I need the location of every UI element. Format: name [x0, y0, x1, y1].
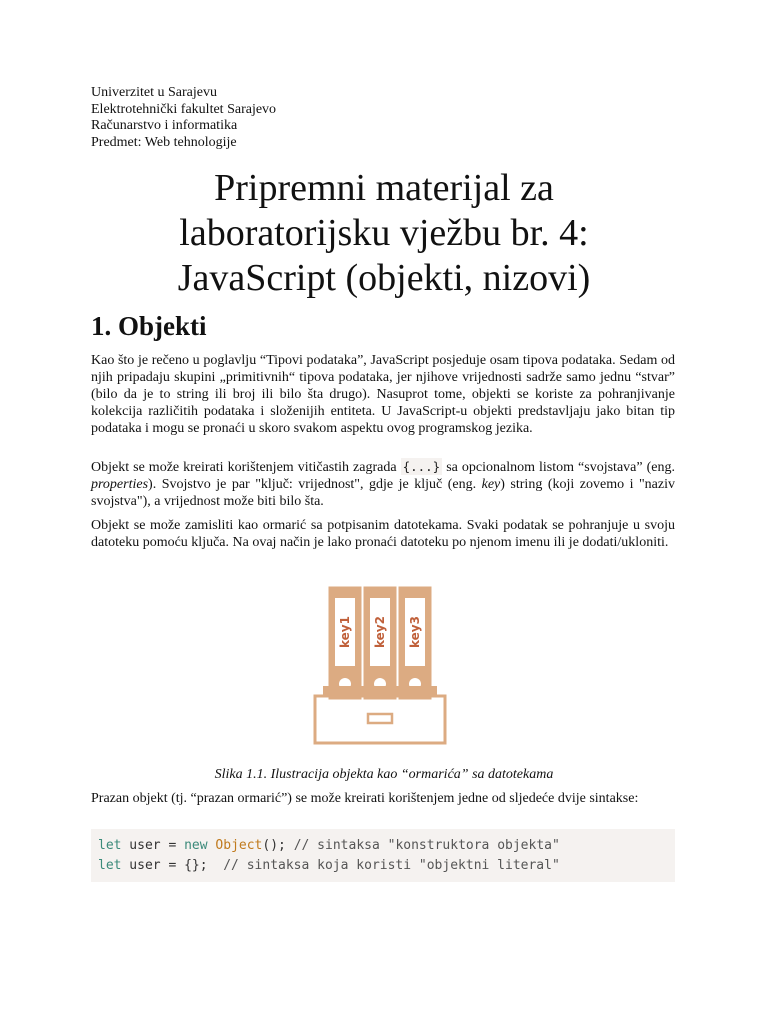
folder-label-key3: key3	[408, 616, 422, 648]
code-block	[91, 829, 675, 882]
institution-header	[91, 85, 276, 151]
paragraph-cabinet-analogy: Objekt se može zamisliti kao ormarić sa potpisanim datotekama. Svaki podatak se pohranjuje u svoju datoteku pomoću ključa. Na ovaj način je lako pronaći datoteku po njenom imenu ili je dodati/ukloniti.	[91, 518, 675, 550]
folder-label-key1: key1	[338, 616, 352, 648]
cabinet-handle	[368, 714, 392, 723]
code-line-2	[98, 856, 668, 876]
cabinet-drawer	[315, 696, 445, 743]
header-course: Predmet: Web tehnologije	[91, 134, 237, 150]
paragraph-empty-object: Prazan objekt (tj. “prazan ormarić”) se može kreirati korištenjem jedne od sljedeće dvije sintakse:	[91, 791, 639, 806]
document-title	[0, 166, 768, 301]
inline-code-braces: {...}	[402, 459, 441, 474]
paragraph-intro: Kao što je rečeno u poglavlju “Tipovi podataka”, JavaScript posjeduje osam tipova podataka. Sedam od njih pripadaju skupini „primitivnih“ tipova podataka, jer njihove vrijednosti sadrže samo jednu “stvar” (bilo da je to string ili broj ili bilo šta drugo). Nasuprot tome, objekti se koriste za pohranjivanje kolekcija različitih podataka i složenijih entiteta. U JavaScript-u objekti predstavljaju jako bitan tip podataka i mogu se pronaći u skoro svakom aspektu ovog programskog jezika.	[91, 353, 675, 436]
header-university: Univerzitet u Sarajevu	[91, 85, 217, 100]
paragraph-text: ) string (koji zovemo i "naziv svojstva"), a vrijednost može biti bilo šta.	[91, 477, 676, 509]
code-comment: // sintaksa "konstruktora objekta"	[293, 838, 560, 853]
paragraph-text: Objekt se može kreirati korištenjem vitičastih zagrada	[91, 460, 401, 475]
code-line-1	[98, 836, 668, 856]
code-class-name: Object	[215, 838, 263, 853]
code-text: user =	[121, 838, 185, 853]
code-keyword: let	[98, 838, 122, 853]
cabinet-illustration	[305, 578, 455, 746]
code-text: user = {};	[121, 858, 224, 873]
header-faculty: Elektrotehnički fakultet Sarajevo	[91, 101, 277, 117]
folder-label-key2: key2	[373, 616, 387, 648]
paragraph-text: sa opcionalnom listom “svojstava” (eng.	[442, 460, 675, 475]
code-keyword: new	[184, 838, 208, 853]
figure-caption: Slika 1.1. Ilustracija objekta kao “ormarića” sa datotekama	[214, 767, 554, 782]
code-comment: // sintaksa koja koristi "objektni literal"	[223, 858, 560, 873]
code-keyword: let	[98, 858, 122, 873]
section-heading-objekti: 1. Objekti	[91, 311, 207, 341]
paragraph-text: ). Svojstvo je par "ključ: vrijednost", gdje je ključ (eng.	[148, 477, 482, 492]
paragraph-object-creation	[91, 458, 675, 510]
emphasis-properties: properties	[91, 477, 149, 492]
emphasis-key: key	[481, 477, 501, 492]
title-line-3: JavaScript (objekti, nizovi)	[177, 257, 591, 299]
header-department: Računarstvo i informatika	[91, 118, 238, 133]
title-line-1: Pripremni materijal za	[214, 167, 554, 209]
code-text: ();	[262, 838, 294, 853]
title-line-2: laboratorijsku vježbu br. 4:	[179, 212, 589, 254]
